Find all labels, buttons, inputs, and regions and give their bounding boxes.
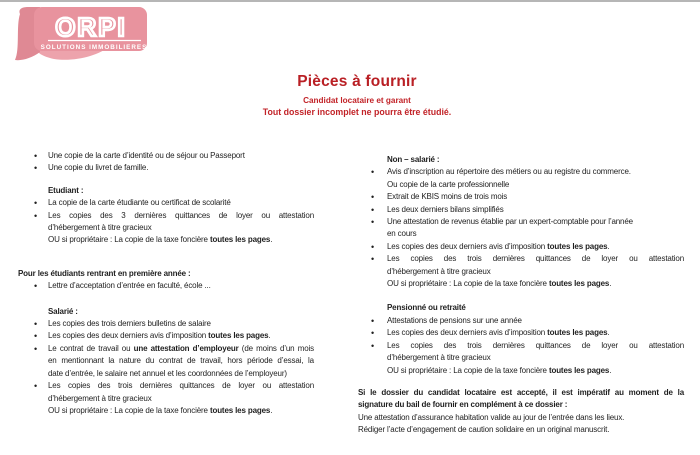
list-item	[18, 197, 314, 209]
item-line: d’hébergement à titre gracieux	[48, 393, 152, 403]
brand-tagline: SOLUTIONS IMMOBILIERES	[40, 43, 148, 51]
footer-note	[358, 387, 684, 437]
item-line: Lettre d’acceptation d’entrée en faculté, école ...	[48, 281, 211, 291]
bullet-icon: •	[34, 281, 38, 292]
bullet-icon: •	[34, 210, 38, 221]
scan-edge-line	[0, 0, 700, 2]
subtitle-line-2: Tout dossier incomplet ne pourra être étudié.	[262, 107, 452, 117]
item-line: Extrait de KBIS moins de trois mois	[387, 192, 508, 202]
item-line: d’hébergement à titre gracieux	[387, 353, 491, 363]
subtitle-line-1: Candidat locataire et garant	[303, 96, 411, 105]
footer-line: Si le dossier du candidat locataire est accepté, il est impératif au moment de la	[358, 387, 684, 397]
item-line: Les deux derniers bilans simplifiés	[387, 204, 504, 214]
list-item	[358, 253, 684, 290]
item-line: Ou copie de la carte professionnelle	[387, 179, 510, 189]
list-item	[358, 241, 684, 253]
list-item	[358, 166, 684, 191]
bullet-icon: •	[371, 254, 375, 265]
footer-line: Rédiger l’acte d’engagement de caution solidaire en un original manuscrit.	[358, 425, 610, 435]
item-line: Les copies des trois dernières quittances de loyer ou attestation	[387, 340, 684, 350]
bullet-icon: •	[34, 381, 38, 392]
section-heading-salarie: Salarié :	[48, 306, 78, 316]
list-item	[18, 210, 314, 247]
bullet-icon: •	[371, 340, 375, 351]
page-title: Pièces à fournir	[297, 73, 417, 90]
item-line: Les copies des trois derniers bulletins de salaire	[48, 319, 211, 329]
item-line: La copie de la carte étudiante ou certificat de scolarité	[48, 198, 231, 208]
list-item	[18, 280, 314, 292]
item-line: Les copies des deux derniers avis d’imposition toutes les pages.	[48, 331, 271, 341]
list-item	[358, 327, 684, 339]
bullet-icon: •	[371, 315, 375, 326]
bullet-icon: •	[371, 328, 375, 339]
bullet-icon: •	[34, 331, 38, 342]
title-block	[14, 72, 700, 118]
item-line: en mentionnant la nature du contrat de travail, hors période d’essai, la	[48, 356, 314, 366]
item-line: Les copies des 3 dernières quittances de loyer ou attestation	[48, 210, 314, 220]
bullet-icon: •	[34, 343, 38, 354]
item-line: Avis d’inscription au répertoire des métiers ou au registre du commerce.	[387, 167, 631, 177]
item-line: d’hébergement à titre gracieux	[48, 223, 152, 233]
footer-line: signature du bail de fournir en complément à ce dossier :	[358, 400, 568, 410]
bullet-icon: •	[371, 217, 375, 228]
list-item	[18, 318, 314, 330]
list-item	[358, 204, 684, 216]
left-column	[18, 150, 314, 417]
section-heading-non-salarie: Non – salarié :	[387, 155, 440, 164]
item-line: date d’entrée, le salaire net annuel et les coordonnées de l’employeur)	[48, 368, 287, 378]
item-line: Les copies des trois dernières quittances de loyer ou attestation	[48, 381, 314, 391]
bullet-icon: •	[371, 204, 375, 215]
list-item	[18, 380, 314, 417]
brand-text: ORPI	[55, 12, 127, 42]
right-column	[358, 154, 684, 437]
orpi-logo-graphic	[10, 4, 152, 66]
bullet-icon: •	[34, 163, 38, 174]
item-line: Une copie de la carte d’identité ou de séjour ou Passeport	[48, 151, 245, 160]
bullet-icon: •	[34, 319, 38, 330]
item-line: Le contrat de travail ou une attestation d’employeur (de moins d’un mois	[48, 343, 315, 353]
bullet-icon: •	[371, 167, 375, 178]
item-line: Les copies des trois dernières quittances de loyer ou attestation	[387, 254, 684, 264]
section-heading-premiere-annee: Pour les étudiants rentrant en première année :	[18, 268, 191, 278]
footer-line: Une attestation d’assurance habitation valide au jour de l’entrée dans les lieux.	[358, 412, 625, 422]
item-line: Une copie du livret de famille.	[48, 163, 149, 173]
item-line: OU si propriétaire : La copie de la taxe foncière toutes les pages.	[387, 365, 612, 375]
item-line: Attestations de pensions sur une année	[387, 315, 522, 325]
list-item	[18, 150, 314, 162]
item-line: Les copies des deux derniers avis d’imposition toutes les pages.	[387, 328, 610, 338]
list-item	[358, 216, 684, 241]
list-item	[358, 191, 684, 203]
bullet-icon: •	[34, 151, 38, 161]
item-line: Les copies des deux derniers avis d’imposition toutes les pages.	[387, 241, 610, 251]
list-item	[358, 315, 684, 327]
item-line: Une attestation de revenus établie par un expert-comptable pour l’année	[387, 217, 633, 227]
section-heading-etudiant: Etudiant :	[48, 185, 84, 195]
list-item	[18, 343, 314, 380]
bullet-icon: •	[371, 241, 375, 252]
list-item	[358, 340, 684, 377]
item-line: d’hébergement à titre gracieux	[387, 266, 491, 276]
item-line: OU si propriétaire : La copie de la taxe foncière toutes les pages.	[48, 405, 273, 415]
item-line: en cours	[387, 229, 417, 239]
section-heading-pensionne: Pensionné ou retraité	[387, 303, 466, 313]
item-line: OU si propriétaire : La copie de la taxe foncière toutes les pages.	[48, 235, 273, 245]
orpi-logo	[10, 4, 152, 66]
list-item	[18, 330, 314, 342]
list-item	[18, 162, 314, 174]
bullet-icon: •	[371, 192, 375, 203]
item-line: OU si propriétaire : La copie de la taxe foncière toutes les pages.	[387, 279, 612, 289]
bullet-icon: •	[34, 198, 38, 209]
